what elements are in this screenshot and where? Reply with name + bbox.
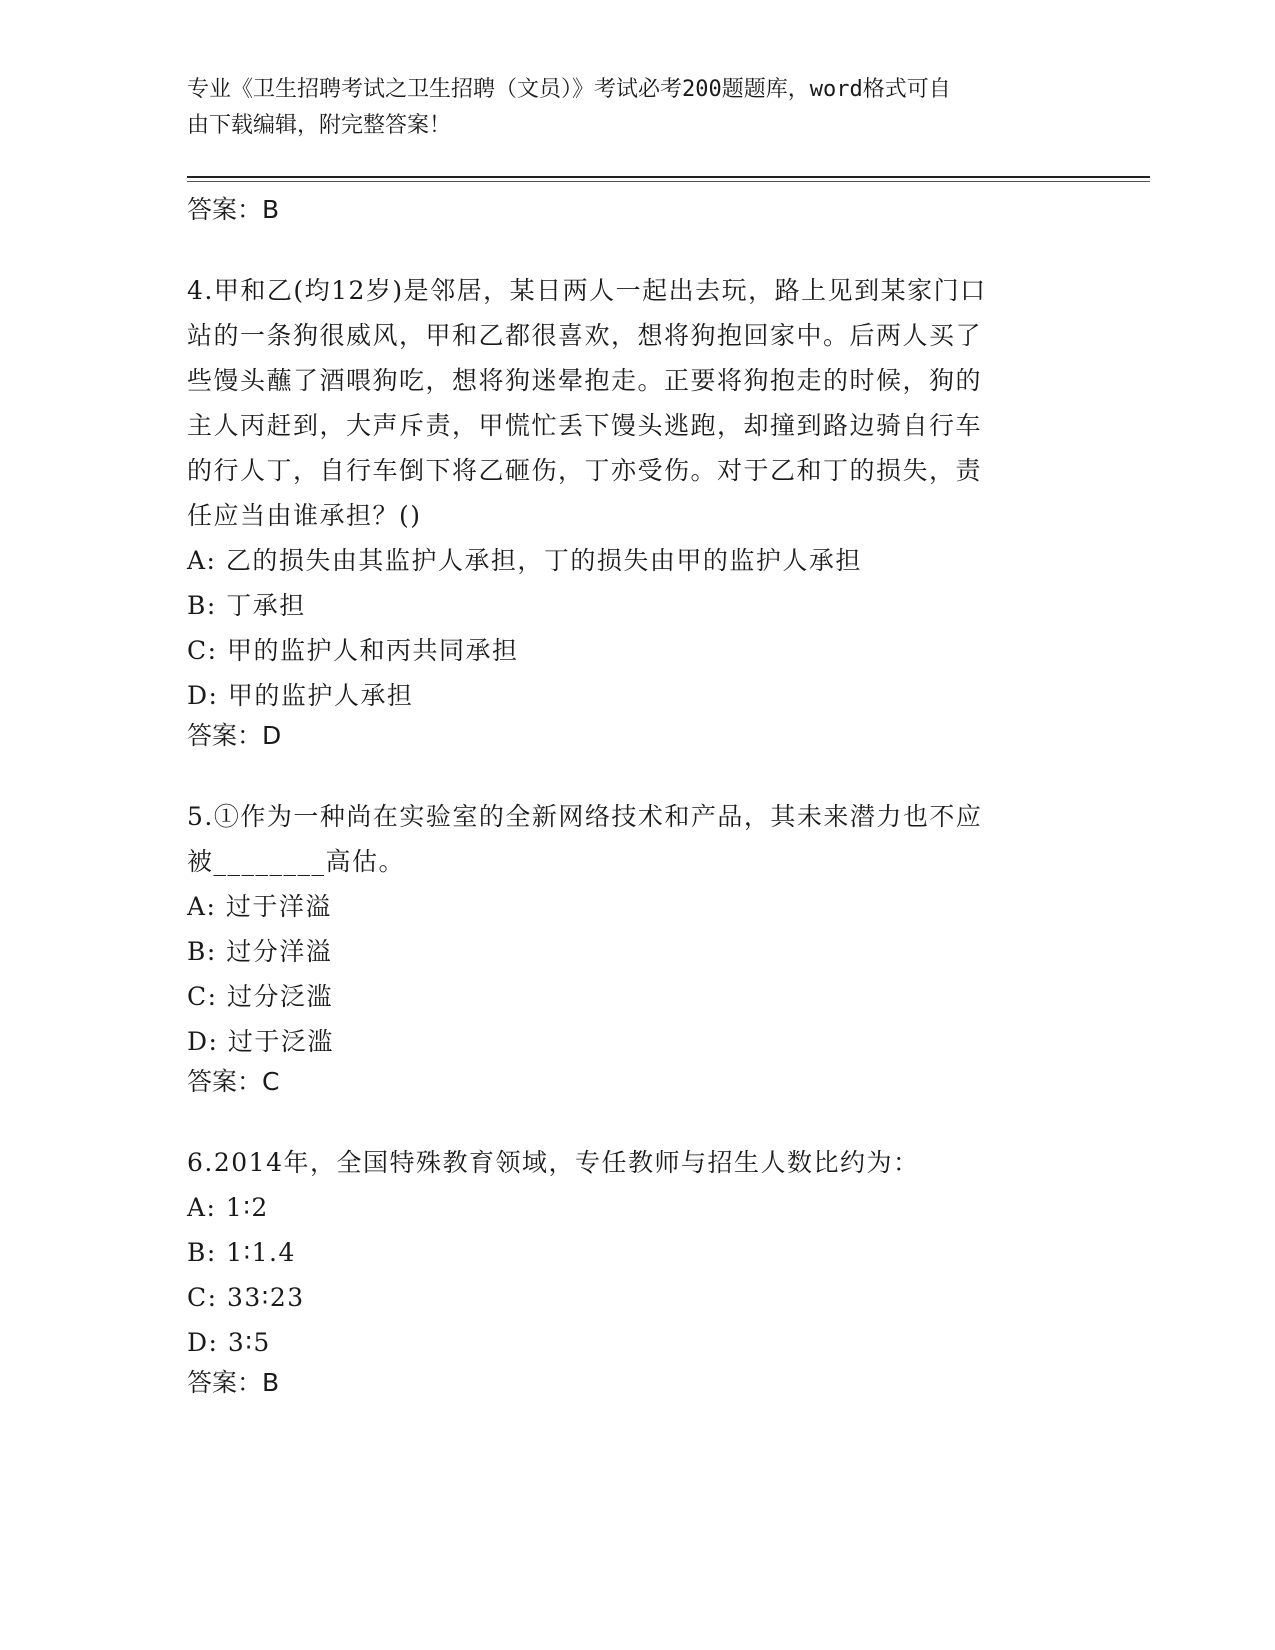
question-list [187, 192, 1067, 1401]
previous-answer: 答案：B [187, 195, 280, 224]
question-6-answer: 答案：B [187, 1368, 280, 1397]
header-line-2: 由下载编辑，附完整答案！ [187, 113, 452, 138]
question-4-answer: 答案：D [187, 721, 282, 750]
question-5-text: 5.①作为一种尚在实验室的全新网络技术和产品，其未来潜力也不应 被________高估。 [187, 802, 983, 876]
question-6-text: 6.2014年，全国特殊教育领域，专任教师与招生人数比约为： [187, 1148, 920, 1177]
header-divider-thin [187, 181, 1150, 182]
question-6-option-d: D: 3∶5 [187, 1328, 271, 1357]
question-6-option-a: A: 1∶2 [187, 1193, 269, 1222]
page-header [187, 72, 1067, 144]
question-4-text: 4.甲和乙(均12岁)是邻居，某日两人一起出去玩，路上见到某家门口 站的一条狗很威风，甲和乙都很喜欢，想将狗抱回家中。后两人买了 些馒头蘸了酒喂狗吃，想将狗迷晕抱走。正要将狗抱走的时候，狗的 主人丙赶到，大声斥责，甲慌忙丢下馒头逃跑，却撞到路边骑自行车 的行人丁，自行车倒下将乙砸伤，丁亦受伤。对于乙和丁的损失，责 任应当由谁承担？() [187, 276, 987, 530]
question-4-option-d: D: 甲的监护人承担 [187, 681, 414, 710]
question-6-option-c: C: 33∶23 [187, 1283, 305, 1312]
question-5-option-c: C: 过分泛滥 [187, 982, 333, 1011]
question-4-option-b: B: 丁承担 [187, 591, 306, 620]
question-5-answer: 答案：C [187, 1067, 280, 1096]
question-4-option-c: C: 甲的监护人和丙共同承担 [187, 636, 519, 665]
question-5-option-d: D: 过于泛滥 [187, 1027, 334, 1056]
header-divider-thick [187, 176, 1150, 178]
question-4-option-a: A: 乙的损失由其监护人承担，丁的损失由甲的监护人承担 [187, 546, 862, 575]
header-line-1: 专业《卫生招聘考试之卫生招聘（文员）》考试必考200题题库，word格式可自 [187, 77, 951, 102]
question-4 [187, 268, 1067, 754]
question-6 [187, 1140, 1067, 1401]
question-5-option-b: B: 过分洋溢 [187, 937, 333, 966]
question-5-option-a: A: 过于洋溢 [187, 892, 332, 921]
question-5 [187, 794, 1067, 1100]
question-6-option-b: B: 1∶1.4 [187, 1238, 296, 1267]
